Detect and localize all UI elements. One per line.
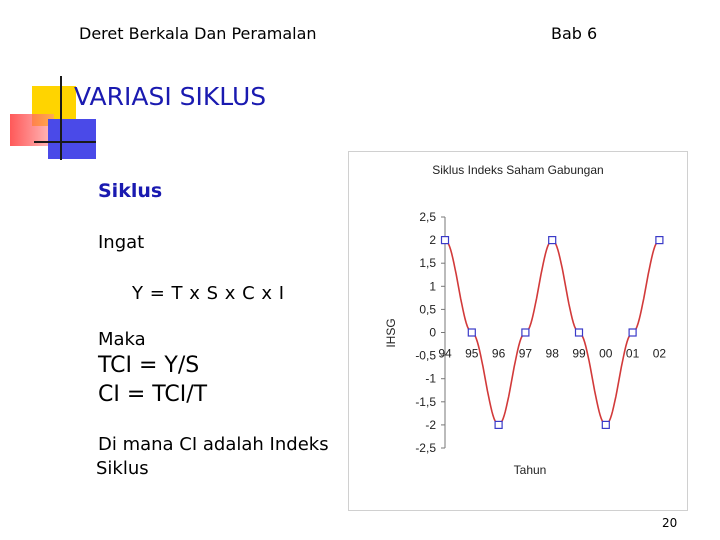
text-maka: Maka [98, 329, 146, 350]
decor-blue-square [48, 119, 96, 159]
cycle-chart [349, 152, 687, 510]
data-point-marker [549, 237, 556, 244]
y-tick-label: 1 [429, 279, 436, 294]
y-tick-label: -1,5 [415, 394, 436, 409]
y-tick-label: 0 [429, 325, 436, 340]
slide-title: VARIASI SIKLUS [74, 82, 267, 111]
data-point-marker [602, 421, 609, 428]
y-tick-label: -2 [425, 417, 436, 432]
x-tick-label: 00 [599, 346, 613, 361]
data-point-marker [656, 237, 663, 244]
data-point-marker [468, 329, 475, 336]
y-tick-label: -2,5 [415, 441, 436, 455]
data-point-marker [576, 329, 583, 336]
data-point-marker [442, 237, 449, 244]
y-tick-label: 1,5 [419, 256, 436, 271]
x-tick-label: 01 [625, 346, 640, 361]
text-ci-formula: CI = TCI/T [98, 382, 208, 407]
chart-title: Siklus Indeks Saham Gabungan [432, 163, 604, 177]
x-tick-label: 97 [518, 346, 533, 361]
header-left-title: Deret Berkala Dan Peramalan [79, 24, 317, 43]
x-tick-label: 95 [465, 346, 479, 361]
text-definition-line2: Siklus [96, 458, 149, 479]
text-definition-line1: Di mana CI adalah Indeks [98, 434, 329, 455]
x-axis-title: Tahun [513, 463, 547, 477]
x-tick-label: 94 [438, 346, 452, 361]
series-line [445, 240, 659, 425]
text-formula: Y = T x S x C x I [132, 283, 285, 304]
data-point-marker [495, 421, 502, 428]
y-tick-label: 2,5 [419, 210, 436, 224]
data-point-marker [629, 329, 636, 336]
slide-subtitle: Siklus [98, 180, 163, 202]
x-tick-label: 98 [545, 346, 559, 361]
y-tick-label: -0,5 [415, 348, 436, 363]
x-tick-label: 99 [572, 346, 586, 361]
page-number: 20 [662, 516, 678, 530]
y-tick-label: -1 [425, 371, 436, 386]
x-tick-label: 02 [652, 346, 667, 361]
decor-horizontal-line [34, 141, 96, 143]
chart-container [348, 151, 688, 511]
y-tick-label: 2 [429, 233, 436, 248]
data-point-marker [522, 329, 529, 336]
y-axis-title: IHSG [384, 318, 398, 348]
x-tick-label: 96 [491, 346, 506, 361]
decor-vertical-line [60, 76, 62, 160]
text-tci-formula: TCI = Y/S [98, 353, 200, 378]
y-tick-label: 0,5 [419, 302, 436, 317]
header-chapter: Bab 6 [551, 24, 598, 43]
text-ingat: Ingat [98, 232, 145, 253]
